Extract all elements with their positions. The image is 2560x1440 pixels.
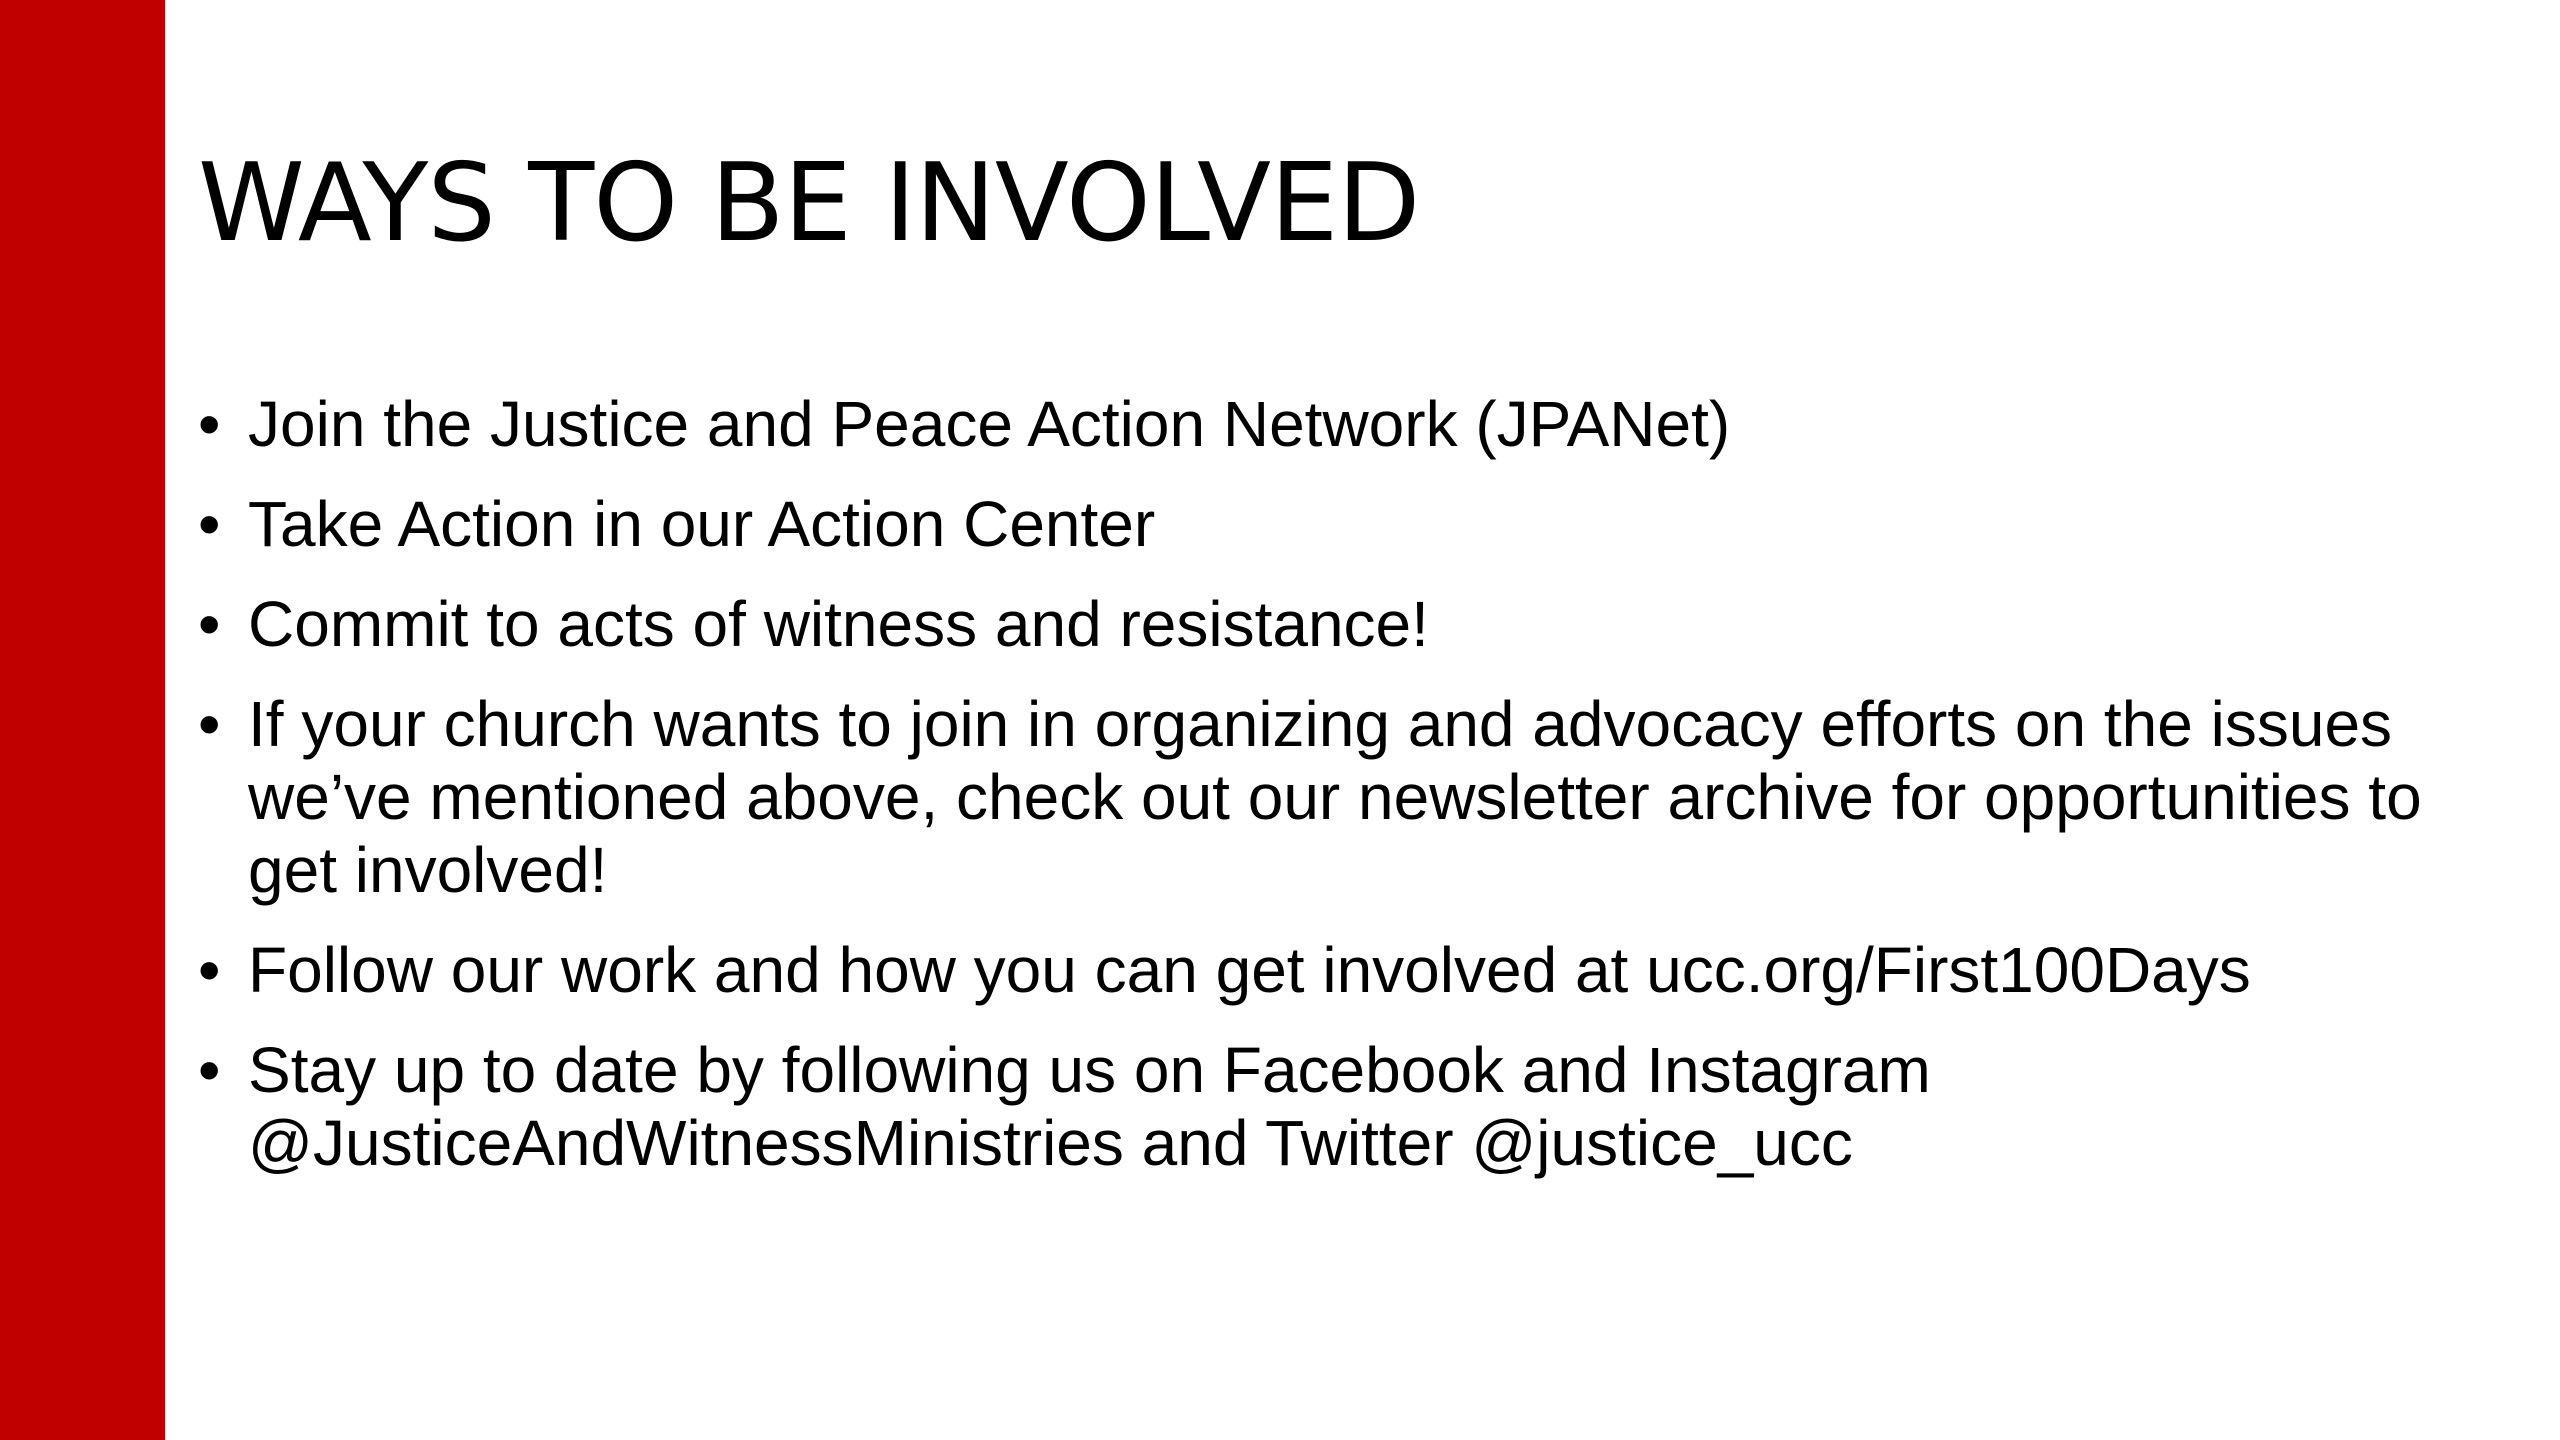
bullet-text: Take Action in our Action Center — [248, 488, 1156, 560]
bullet-text: Join the Justice and Peace Action Network (JPANet) — [248, 388, 1731, 460]
bullet-marker: • — [198, 388, 221, 460]
bullet-item-follow-work — [198, 934, 2458, 1007]
bullet-item-social — [198, 1034, 2458, 1180]
bullet-text: Follow our work and how you can get involved at ucc.org/First100Days — [248, 934, 2251, 1006]
bullet-marker: • — [198, 934, 221, 1006]
bullet-item-action-center — [198, 488, 2458, 561]
bullet-list — [198, 388, 2458, 1207]
bullet-marker: • — [198, 588, 221, 660]
bullet-item-witness — [198, 588, 2458, 661]
bullet-text: Commit to acts of witness and resistance! — [248, 588, 1429, 660]
bullet-marker: • — [198, 1034, 221, 1106]
bullet-text: Stay up to date by following us on Facebook and Instagram @JusticeAndWitnessMinistries and Twitter @justice_ucc — [248, 1034, 1931, 1179]
bullet-item-newsletter — [198, 688, 2458, 907]
bullet-text: If your church wants to join in organizing and advocacy efforts on the issues we’ve mentioned above, check out our newsletter archive for opportunities to get involved! — [248, 688, 2422, 906]
bullet-item-jpanet — [198, 388, 2458, 461]
accent-bar — [0, 0, 165, 1440]
slide-title: WAYS TO BE INVOLVED — [198, 141, 1420, 266]
bullet-marker: • — [198, 688, 221, 760]
bullet-marker: • — [198, 488, 221, 560]
